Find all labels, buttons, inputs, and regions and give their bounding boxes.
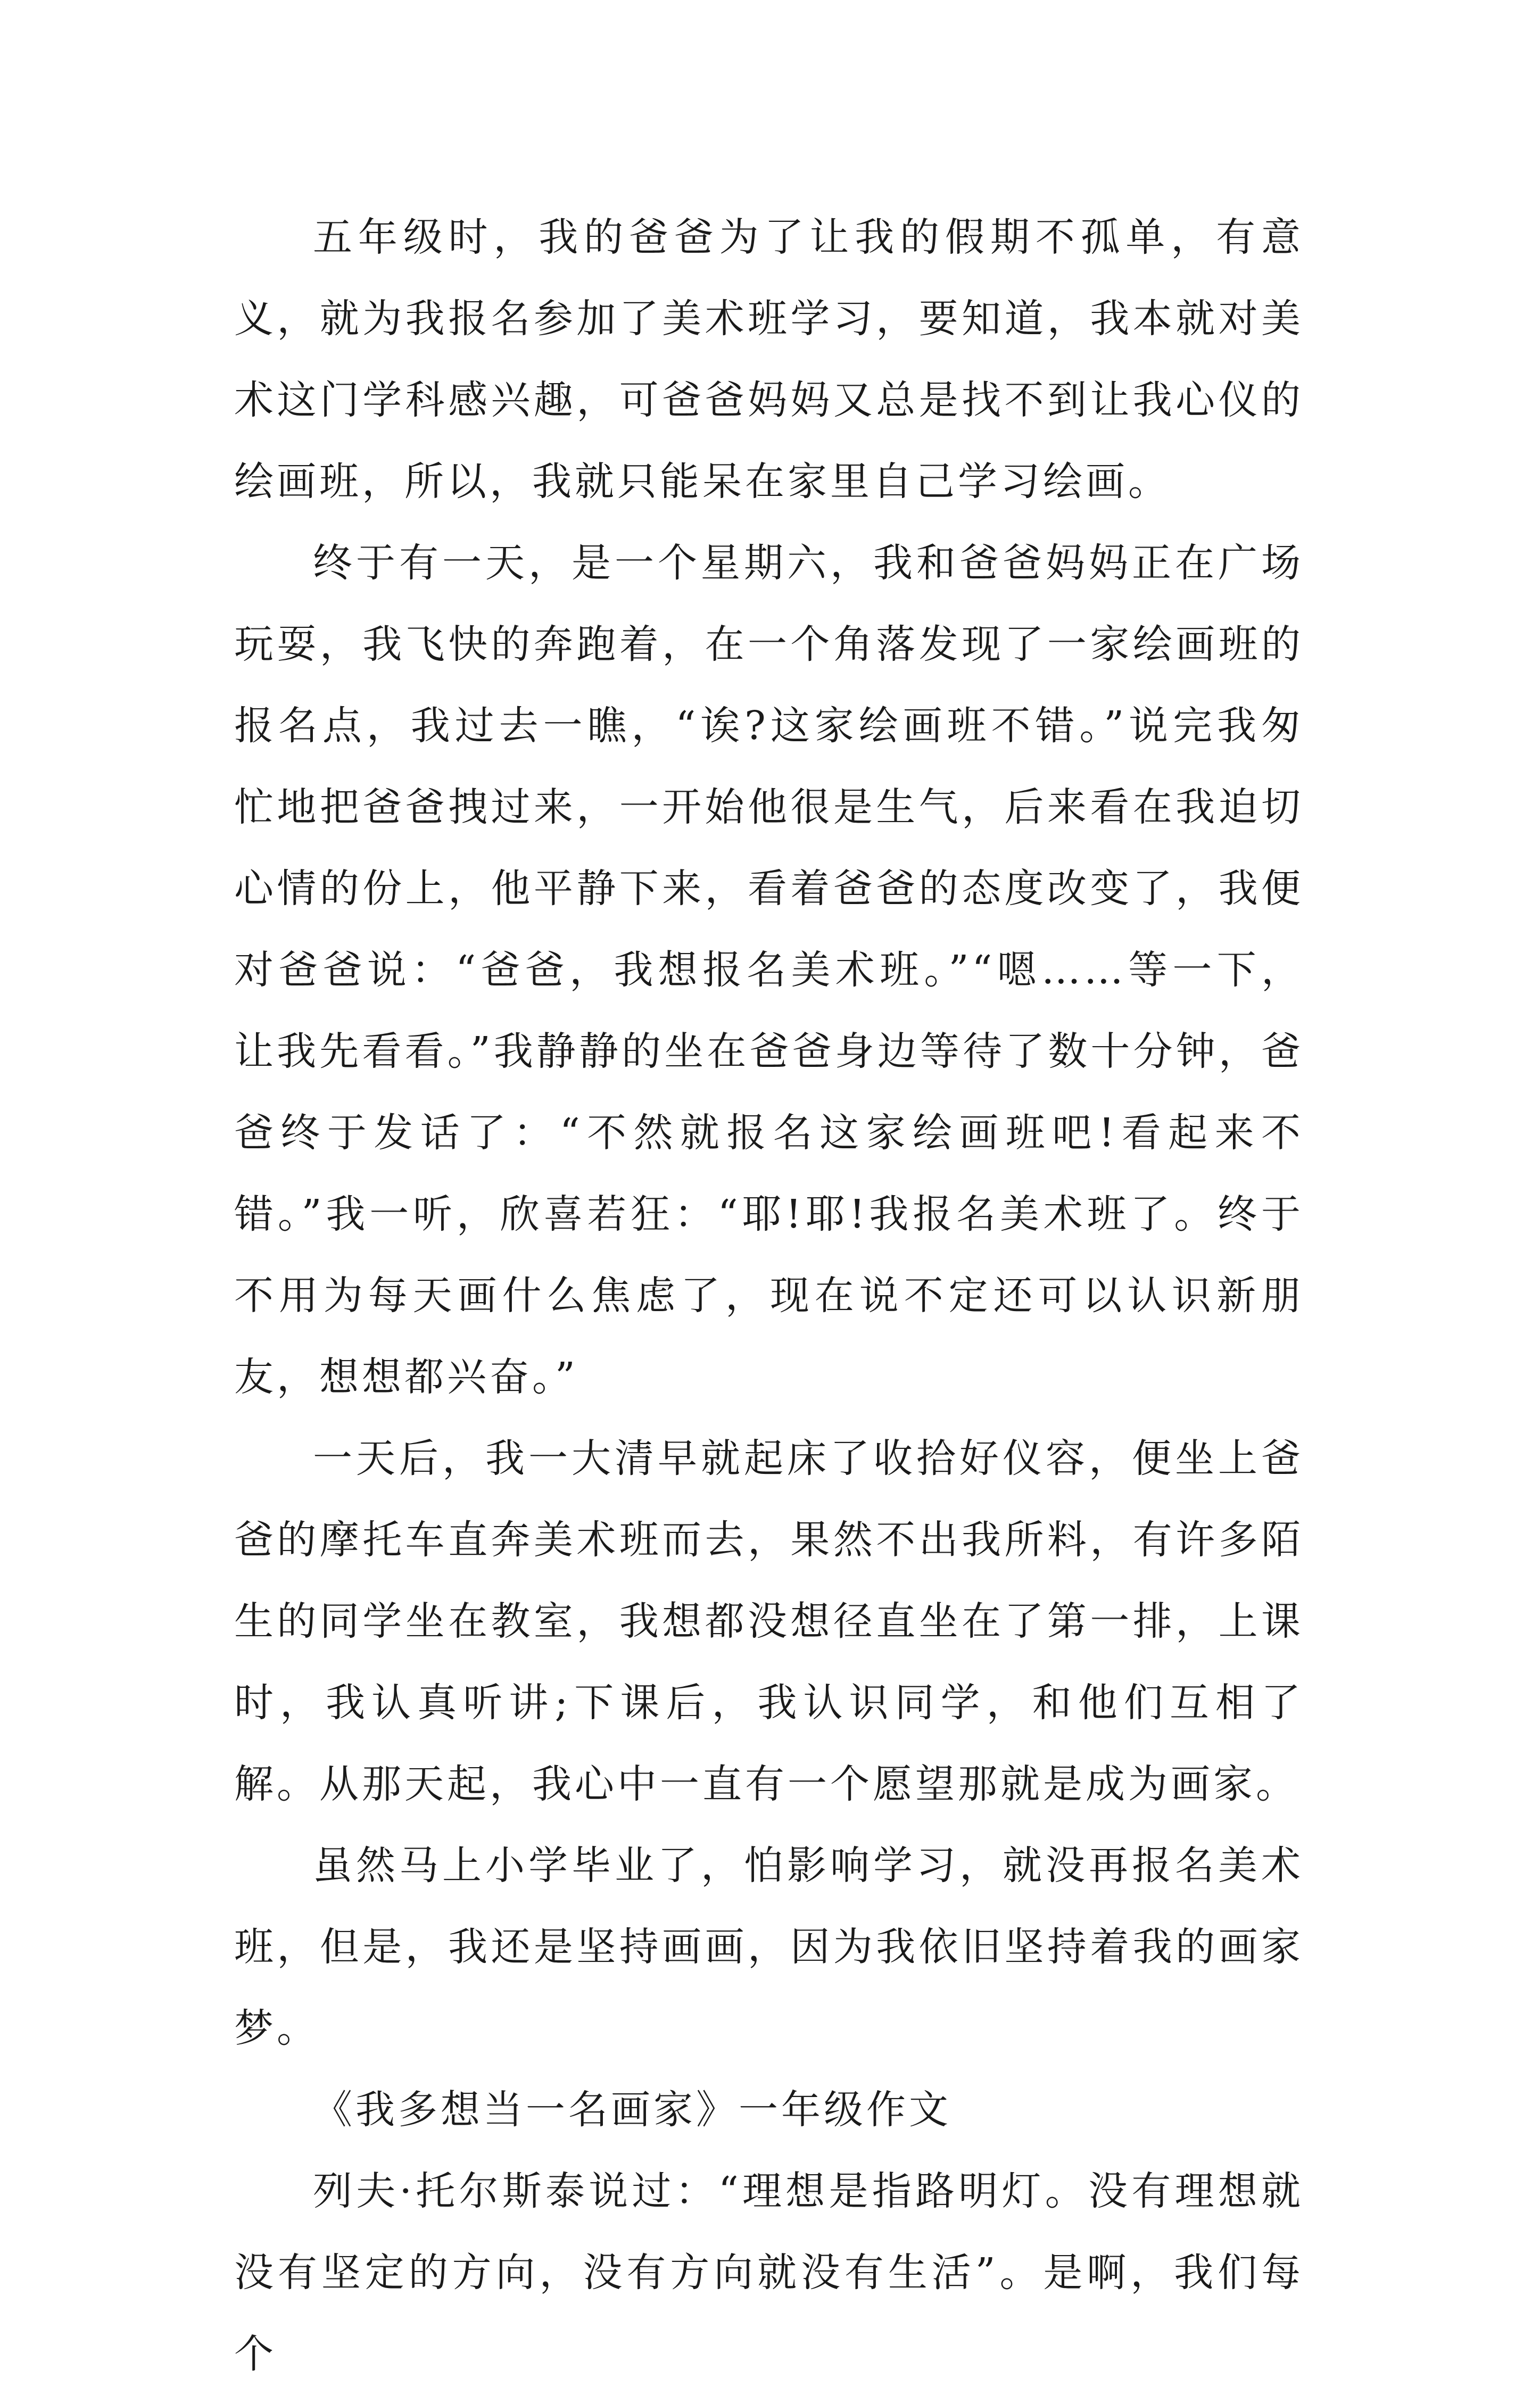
paragraph-5: 列夫·托尔斯泰说过：“理想是指路明灯。没有理想就没有坚定的方向，没有方向就没有生活”。是啊，我们每个 [234, 2168, 1304, 2377]
paragraph-2: 终于有一天，是一个星期六，我和爸爸妈妈正在广场玩耍，我飞快的奔跑着，在一个角落发现了一家绘画班的报名点，我过去一瞧，“诶?这家绘画班不错。”说完我匆忙地把爸爸拽过来，一开始他很是生气，后来看在我迫切心情的份上，他平静下来，看着爸爸的态度改变了，我便对爸爸说：“爸爸，我想报名美术班。”“嗯……等一下，让我先看看。”我静静的坐在爸爸身边等待了数十分钟，爸爸终于发话了：“不然就报名这家绘画班吧!看起来不错。”我一听，欣喜若狂：“耶!耶!我报名美术班了。终于不用为每天画什么焦虑了，现在说不定还可以认识新朋友，想想都兴奋。” [234, 540, 1304, 1400]
paragraph-1: 五年级时，我的爸爸为了让我的假期不孤单，有意义，就为我报名参加了美术班学习，要知道，我本就对美术这门学科感兴趣，可爸爸妈妈又总是找不到让我心仪的绘画班，所以，我就只能呆在家里自己学习绘画。 [234, 214, 1304, 504]
essay-body [234, 197, 1304, 2395]
paragraph-3: 一天后，我一大清早就起床了收拾好仪容，便坐上爸爸的摩托车直奔美术班而去，果然不出我所料，有许多陌生的同学坐在教室，我想都没想径直坐在了第一排，上课时，我认真听讲;下课后，我认识同学，和他们互相了解。从那天起，我心中一直有一个愿望那就是成为画家。 [234, 1436, 1304, 1807]
essay-title: 《我多想当一名画家》一年级作文 [313, 2087, 951, 2133]
paragraph-4: 虽然马上小学毕业了，怕影响学习，就没再报名美术班，但是，我还是坚持画画，因为我依旧坚持着我的画家梦。 [234, 1843, 1304, 2051]
